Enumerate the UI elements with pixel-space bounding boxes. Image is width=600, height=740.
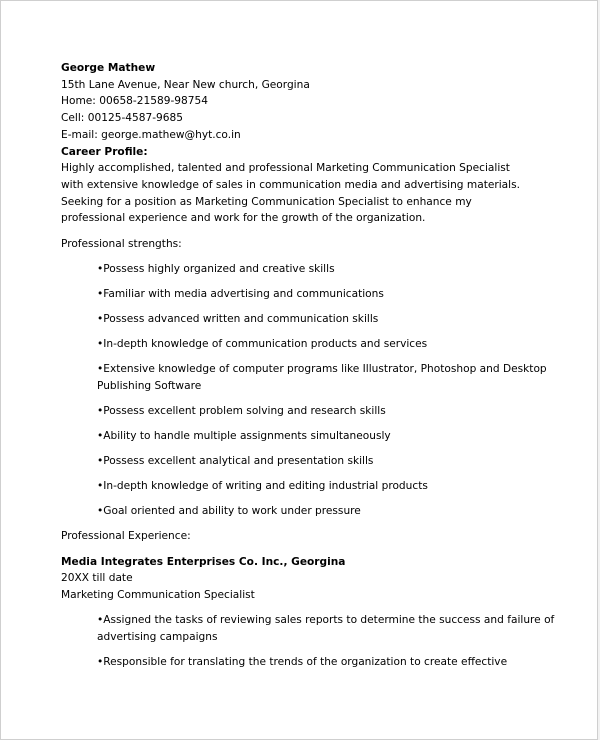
strengths-heading: Professional strengths:	[61, 237, 182, 250]
list-item: •In-depth knowledge of writing and editing industrial products	[97, 480, 428, 493]
list-item: •Extensive knowledge of computer programs like Illustrator, Photoshop and Desktop Publishing Software	[97, 363, 547, 392]
candidate-name: George Mathew	[61, 62, 156, 74]
career-profile-heading: Career Profile:	[61, 145, 148, 158]
home-phone: Home: 00658-21589-98754	[61, 95, 208, 108]
list-item: •In-depth knowledge of communication products and services	[97, 338, 428, 351]
list-item: •Familiar with media advertising and communications	[97, 287, 384, 300]
cell-phone: Cell: 00125-4587-9685	[61, 112, 184, 125]
email: E-mail: george.mathew@hyt.co.in	[61, 128, 241, 141]
list-item: •Responsible for translating the trends of the organization to create effective	[97, 655, 508, 668]
employment-dates: 20XX till date	[61, 572, 133, 585]
job-duties-list	[61, 612, 581, 671]
list-item: •Possess highly organized and creative skills	[97, 262, 335, 275]
job-title: Marketing Communication Specialist	[61, 588, 255, 601]
list-item: •Possess excellent problem solving and research skills	[97, 404, 386, 417]
address: 15th Lane Avenue, Near New church, Georgina	[61, 78, 310, 91]
list-item: •Possess advanced written and communication skills	[97, 312, 379, 325]
list-item: •Goal oriented and ability to work under pressure	[97, 505, 361, 518]
career-line: Seeking for a position as Marketing Communication Specialist to enhance my	[61, 195, 472, 208]
company-name: Media Integrates Enterprises Co. Inc., Georgina	[61, 555, 346, 568]
list-item: •Ability to handle multiple assignments simultaneously	[97, 430, 391, 442]
strengths-list	[61, 261, 581, 520]
list-item: •Possess excellent analytical and presentation skills	[97, 455, 374, 468]
career-line: Highly accomplished, talented and professional Marketing Communication Specialist	[61, 162, 510, 175]
list-item: •Assigned the tasks of reviewing sales reports to determine the success and failure of advertising campaigns	[97, 614, 555, 643]
career-line: with extensive knowledge of sales in communication media and advertising materials.	[61, 178, 520, 191]
career-profile-text	[61, 160, 581, 227]
resume-content	[61, 60, 581, 679]
career-line: professional experience and work for the growth of the organization.	[61, 212, 426, 225]
experience-heading: Professional Experience:	[61, 530, 191, 543]
